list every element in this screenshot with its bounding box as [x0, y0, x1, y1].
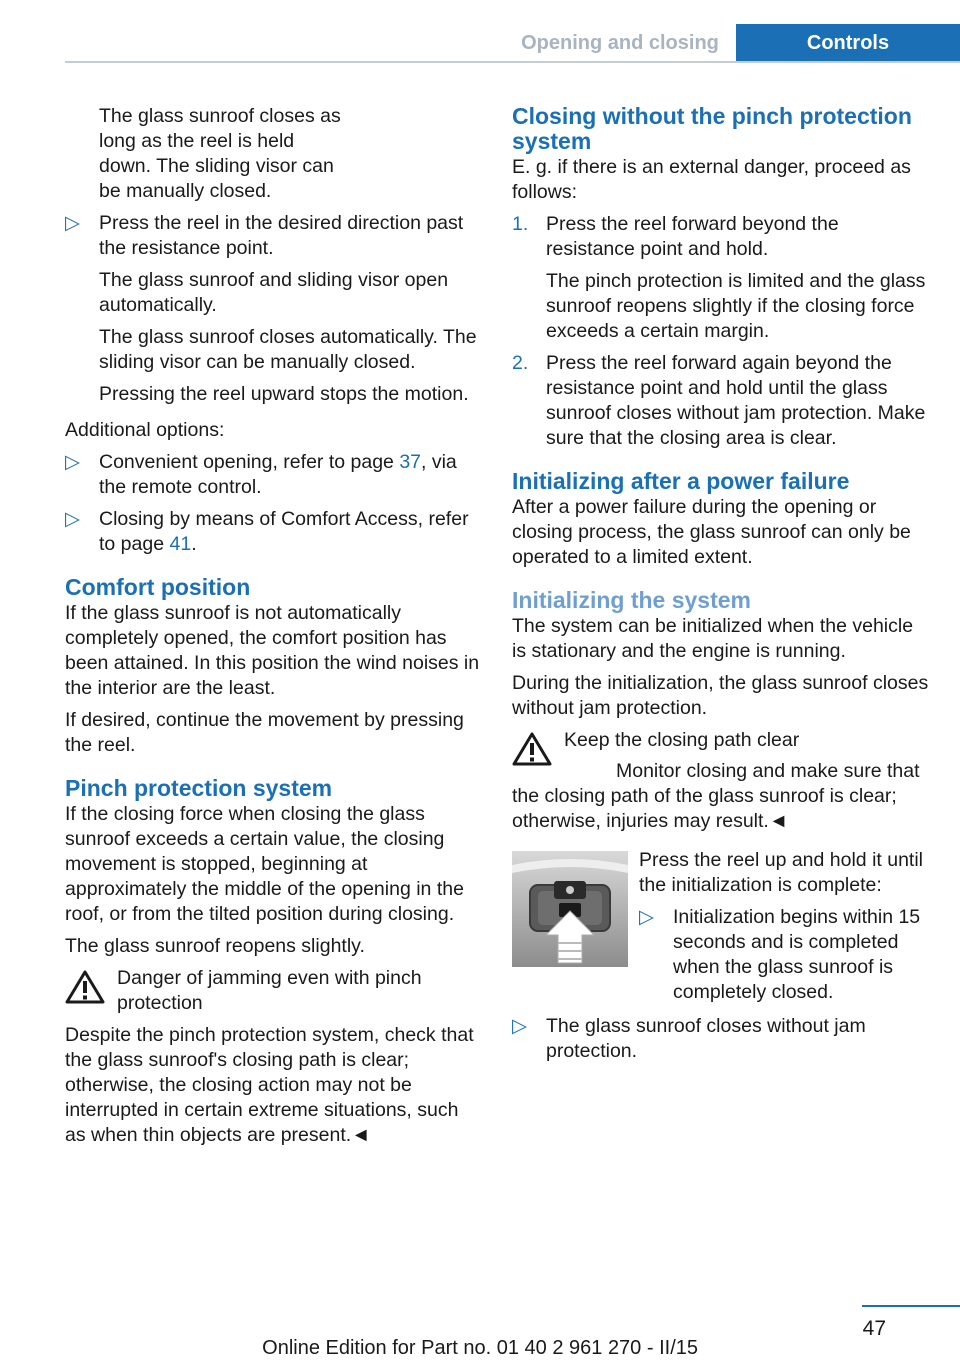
left-column — [65, 104, 480, 1155]
paragraph: If the closing force when closing the glass sunroof exceeds a certain value, the closing movement is stopped, beginning at approximately the middle of the opening in the roof, or from the tilted position during closing. — [65, 803, 464, 925]
heading-initializing-system: Initializing the system — [512, 587, 751, 613]
list-item-press-reel — [65, 211, 480, 407]
paragraph: E. g. if there is an external danger, proceed as follows: — [512, 156, 911, 203]
header-rule — [65, 61, 960, 63]
list-item-text: The glass sunroof closes without jam protection. — [546, 1015, 866, 1062]
step-detail: The pinch protection is limited and the glass sunroof reopens slightly if the closing force exceeds a certain margin. — [546, 270, 926, 342]
warning-block — [512, 728, 932, 834]
paragraph: During the initialization, the glass sunroof closes without jam protection. — [512, 672, 929, 719]
warning-text: Despite the pinch protection system, check that the glass sunroof's closing path is clear; otherwise, the closing action may not be interrupted in certain extreme situations, such as when thin objects are present.◄ — [65, 1024, 474, 1146]
option-text: , via the remote control. — [99, 451, 457, 498]
intro-line: be manually closed. — [99, 180, 272, 202]
paragraph: If desired, continue the movement by pressing the reel. — [65, 709, 464, 756]
reel-intro — [65, 104, 480, 204]
footer-rule — [862, 1305, 960, 1307]
list-item-text: Initialization begins within 15 seconds and is completed when the glass sunroof is completely closed. — [673, 906, 921, 1003]
list-item-init-begins — [639, 905, 932, 1005]
numbered-step — [512, 351, 932, 451]
step-text: Press the reel forward beyond the resistance point and hold. — [546, 213, 839, 260]
page-link-37[interactable]: 37 — [399, 451, 422, 473]
paragraph: The system can be initialized when the vehicle is stationary and the engine is running. — [512, 615, 914, 662]
warning-title: Keep the closing path clear — [564, 729, 800, 751]
header-chapter-tab: Controls — [736, 24, 960, 62]
paragraph: If the glass sunroof is not automatically completely opened, the comfort position has been attained. In this position the wind noises in the interior are the least. — [65, 602, 480, 699]
page-number: 47 — [862, 1317, 886, 1340]
heading-comfort-position: Comfort position — [65, 574, 251, 600]
options-label: Additional options: — [65, 419, 225, 441]
warning-text: Monitor closing and make sure that the closing path of the glass sunroof is clear; otherwise, injuries may result.◄ — [512, 760, 920, 832]
warning-triangle-icon — [65, 969, 105, 1005]
triangle-bullet-icon: ▷ — [65, 451, 80, 473]
warning-title: Danger of jamming even with pinch protection — [117, 967, 422, 1014]
photo-caption-text: Press the reel up and hold it until the initialization is complete: — [639, 849, 924, 896]
header-section-tab: Opening and closing — [521, 32, 719, 54]
step-detail: The glass sunroof and sliding visor open automatically. — [99, 269, 449, 316]
step-detail: Pressing the reel upward stops the motion. — [99, 383, 469, 405]
warning-triangle-icon — [512, 731, 552, 767]
numbered-step — [512, 212, 932, 344]
option-text: Closing by means of Comfort Access, refer to page — [99, 508, 469, 555]
heading-closing-without-pinch: Closing without the pinch protection system — [512, 103, 912, 154]
step-text: Press the reel in the desired direction past the resistance point. — [99, 212, 464, 259]
intro-line: long as the reel is held — [99, 130, 295, 152]
heading-pinch-protection: Pinch protection system — [65, 775, 333, 801]
intro-line: down. The sliding visor can — [99, 155, 334, 177]
triangle-bullet-icon: ▷ — [512, 1015, 527, 1037]
heading-power-failure: Initializing after a power failure — [512, 468, 850, 494]
step-detail: The glass sunroof closes automatically. The sliding visor can be manually closed. — [99, 326, 477, 373]
right-column — [512, 104, 932, 1071]
list-item-option — [65, 507, 480, 557]
paragraph: After a power failure during the opening or closing process, the glass sunroof can only be operated to a limited extent. — [512, 496, 911, 568]
step-number: 2. — [512, 352, 529, 374]
paragraph: The glass sunroof reopens slightly. — [65, 935, 365, 957]
list-item-option — [65, 450, 480, 500]
option-text: Convenient opening, refer to page — [99, 451, 400, 473]
triangle-bullet-icon: ▷ — [65, 212, 80, 234]
intro-line: The glass sunroof closes as — [99, 105, 341, 127]
triangle-bullet-icon: ▷ — [639, 906, 654, 928]
step-number: 1. — [512, 213, 529, 235]
photo-block — [512, 848, 932, 1012]
triangle-bullet-icon: ▷ — [65, 508, 80, 530]
option-text: . — [191, 533, 197, 555]
page-link-41[interactable]: 41 — [169, 533, 192, 555]
sunroof-reel-photo — [512, 851, 628, 967]
footer-edition: Online Edition for Part no. 01 40 2 961 270 - II/15 — [262, 1337, 698, 1359]
warning-block — [65, 966, 480, 1148]
list-item-closes-without-jam — [512, 1014, 932, 1064]
step-text: Press the reel forward again beyond the resistance point and hold until the glass sunroof closes without jam protection. Make sure that the closing area is clear. — [546, 352, 926, 449]
